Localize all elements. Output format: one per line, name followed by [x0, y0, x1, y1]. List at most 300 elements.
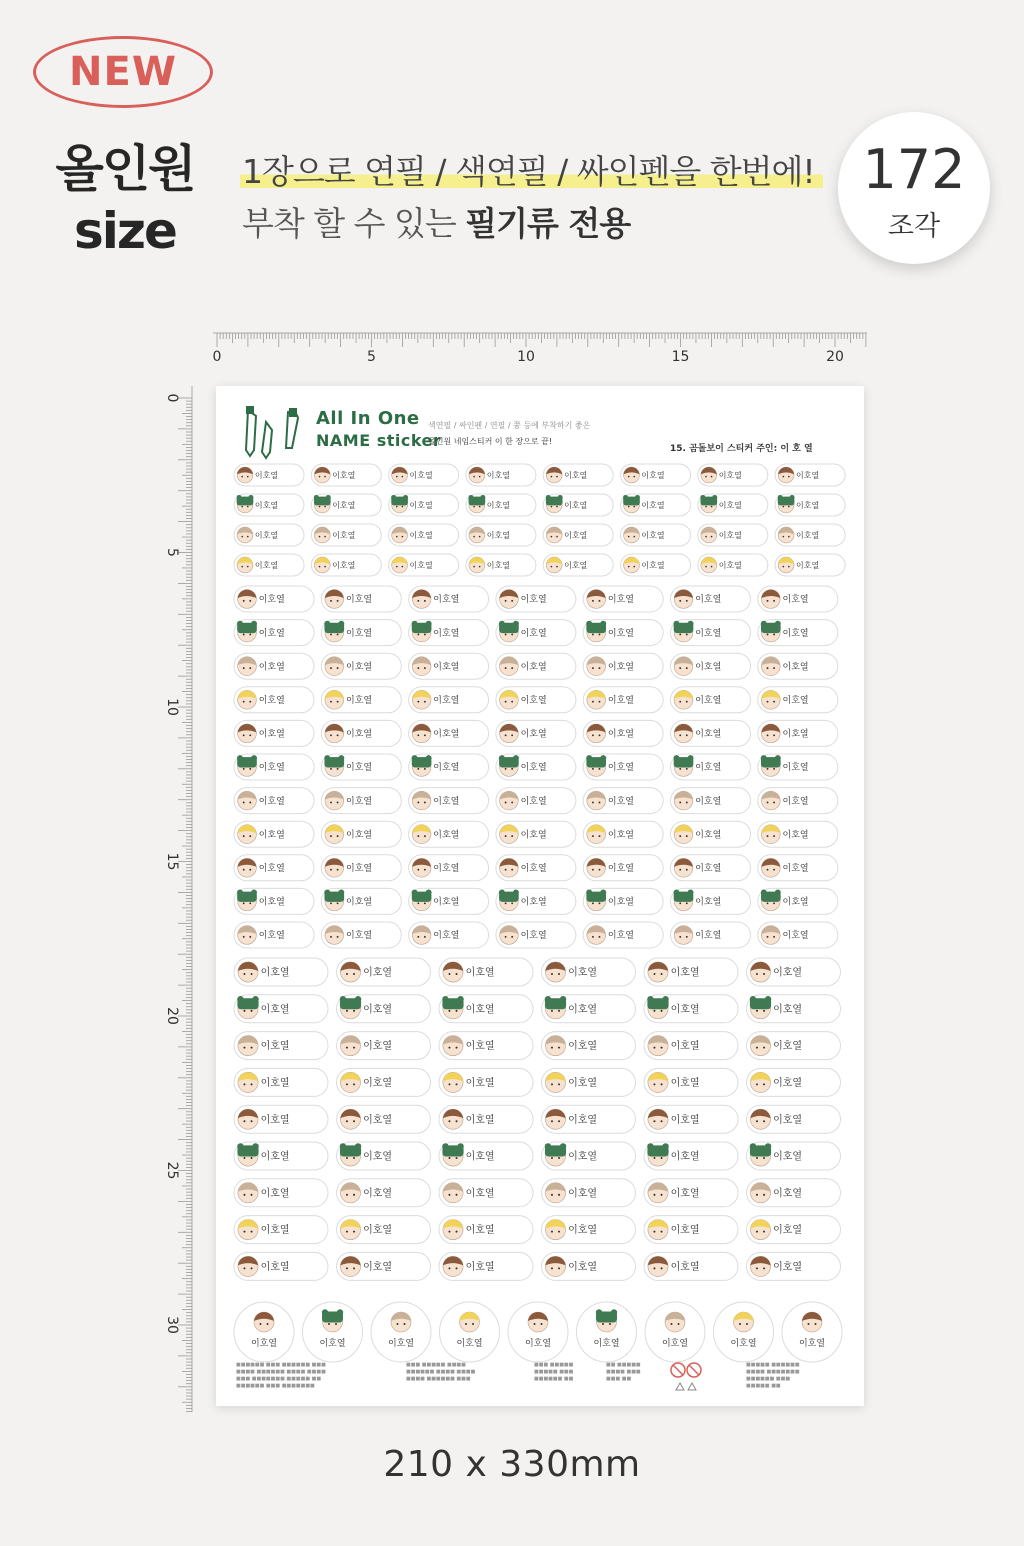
name-sticker	[671, 620, 751, 646]
name-sticker	[337, 1142, 431, 1170]
sheet-tagline2: 올인원 네임스티커 이 한 장으로 끝!	[428, 437, 553, 446]
sticker-name-text: 이호열	[782, 931, 809, 942]
name-sticker	[671, 855, 751, 881]
name-sticker	[311, 554, 381, 576]
sticker-name-text: 이호열	[773, 1078, 803, 1089]
sticker-name-text: 이호열	[670, 1225, 700, 1237]
sticker-name-text: 이호열	[258, 864, 285, 875]
sticker-name-text: 이호열	[433, 864, 460, 875]
sticker-name-text: 이호열	[607, 696, 634, 707]
name-sticker	[496, 754, 576, 780]
sticker-name-text: 이호열	[346, 628, 373, 639]
name-sticker	[621, 494, 691, 516]
sticker-name-text: 이호열	[695, 796, 722, 807]
sticker-name-text: 이호열	[346, 696, 373, 707]
name-sticker	[543, 464, 613, 486]
sticker-name-text: 이호열	[346, 931, 373, 942]
sticker-name-text: 이호열	[773, 1151, 803, 1163]
sticker-name-text: 이호열	[695, 628, 722, 639]
name-sticker	[337, 1179, 431, 1207]
name-sticker	[644, 1142, 738, 1170]
sticker-name-text: 이호열	[568, 1151, 598, 1163]
name-sticker	[542, 1142, 636, 1170]
sticker-name-text: 이호열	[524, 1339, 552, 1349]
name-sticker	[321, 586, 401, 612]
sticker-name-text: 이호열	[670, 1078, 700, 1089]
sticker-name-text: 이호열	[260, 1114, 290, 1126]
sticker-name-text: 이호열	[346, 595, 373, 606]
sticker-name-text: 이호열	[433, 931, 460, 942]
sticker-name-text: 이호열	[607, 897, 634, 908]
round-name-sticker	[440, 1302, 500, 1362]
new-badge: NEW	[33, 36, 213, 108]
sticker-name-text: 이호열	[641, 530, 665, 540]
sticker-name-text: 이호열	[332, 470, 356, 480]
brand-line1: All In One	[316, 408, 420, 429]
ruler-left-label: 0	[164, 393, 180, 403]
name-sticker	[747, 1105, 841, 1133]
name-sticker	[311, 524, 381, 546]
name-sticker	[671, 821, 751, 847]
sheet-tagline1: 색연필 / 싸인펜 / 연필 / 쭝 등에 부착하기 좋은	[428, 421, 591, 430]
sticker-name-text: 이호열	[782, 763, 809, 774]
sticker-name-text: 이호열	[346, 729, 373, 740]
name-sticker	[321, 687, 401, 713]
sticker-name-text: 이호열	[607, 595, 634, 606]
sticker-name-text: 이호열	[564, 470, 588, 480]
name-sticker	[583, 922, 663, 948]
sticker-name-text: 이호열	[520, 595, 547, 606]
name-sticker	[775, 494, 845, 516]
sticker-name-text: 이호열	[433, 628, 460, 639]
sticker-name-text: 이호열	[346, 763, 373, 774]
name-sticker	[542, 1032, 636, 1060]
name-sticker	[389, 524, 459, 546]
sticker-name-text: 이호열	[258, 628, 285, 639]
name-sticker	[409, 922, 489, 948]
name-sticker	[439, 1032, 533, 1060]
sticker-name-text: 이호열	[258, 830, 285, 841]
sheet-owner-line: 15. 곰돌보이 스티커 주인: 이 호 열	[670, 444, 813, 454]
sticker-name-text: 이호열	[695, 830, 722, 841]
sticker-name-text: 이호열	[695, 729, 722, 740]
sticker-name-text: 이호열	[258, 662, 285, 673]
size-title	[50, 138, 200, 262]
sticker-name-text: 이호열	[260, 1225, 290, 1237]
sticker-name-text: 이호열	[319, 1339, 346, 1349]
name-sticker	[542, 995, 636, 1023]
name-sticker	[234, 958, 328, 986]
sticker-name-text: 이호열	[593, 1339, 620, 1349]
sheet-dimensions: 210 x 330mm	[383, 1444, 641, 1485]
sticker-name-text: 이호열	[730, 1339, 757, 1349]
name-sticker	[758, 620, 838, 646]
headline	[240, 146, 823, 193]
sticker-name-text: 이호열	[254, 560, 279, 570]
sticker-name-text: 이호열	[465, 1225, 495, 1237]
sticker-name-text: 이호열	[564, 500, 588, 510]
sticker-name-text: 이호열	[260, 1004, 290, 1016]
sticker-name-text: 이호열	[773, 1225, 803, 1237]
sticker-name-text: 이호열	[670, 1004, 700, 1016]
size-title-line2: size	[74, 202, 176, 260]
name-sticker	[671, 922, 751, 948]
sticker-name-text: 이호열	[433, 662, 460, 673]
name-sticker	[671, 586, 751, 612]
name-sticker	[439, 1068, 533, 1096]
sticker-name-text: 이호열	[718, 560, 742, 570]
name-sticker	[234, 620, 314, 646]
piece-count-unit: 조각	[887, 211, 941, 242]
sticker-name-text: 이호열	[258, 595, 285, 606]
name-sticker	[321, 653, 401, 679]
name-sticker	[496, 586, 576, 612]
sticker-name-text: 이호열	[773, 1004, 803, 1016]
sticker-name-text: 이호열	[260, 1188, 290, 1200]
sticker-name-text: 이호열	[409, 530, 433, 540]
sticker-name-text: 이호열	[607, 729, 634, 740]
name-sticker	[747, 1216, 841, 1244]
sticker-name-text: 이호열	[670, 1151, 700, 1163]
sticker-name-text: 이호열	[798, 1339, 826, 1349]
name-sticker	[321, 888, 401, 914]
name-sticker	[439, 995, 533, 1023]
name-sticker	[234, 720, 314, 746]
name-sticker	[234, 1068, 328, 1096]
sticker-name-text: 이호열	[363, 1041, 393, 1053]
sticker-name-text: 이호열	[465, 1188, 495, 1200]
sticker-name-text: 이호열	[346, 830, 373, 841]
sticker-name-text: 이호열	[520, 931, 547, 942]
sticker-name-text: 이호열	[520, 628, 547, 639]
name-sticker	[409, 620, 489, 646]
name-sticker	[234, 1252, 328, 1280]
name-sticker	[409, 855, 489, 881]
sticker-name-text: 이호열	[254, 500, 279, 510]
name-sticker	[698, 494, 768, 516]
sticker-name-text: 이호열	[695, 931, 722, 942]
name-sticker	[747, 1068, 841, 1096]
sticker-name-text: 이호열	[433, 796, 460, 807]
name-sticker	[747, 1142, 841, 1170]
sticker-name-text: 이호열	[465, 1114, 495, 1126]
name-sticker	[234, 754, 314, 780]
sticker-name-text: 이호열	[465, 1004, 495, 1016]
sticker-name-text: 이호열	[409, 560, 433, 570]
left-ruler	[150, 386, 198, 1414]
name-sticker	[671, 754, 751, 780]
name-sticker	[542, 1216, 636, 1244]
name-sticker	[234, 995, 328, 1023]
name-sticker	[698, 464, 768, 486]
sticker-name-text: 이호열	[250, 1339, 278, 1349]
name-sticker	[542, 1068, 636, 1096]
sticker-name-text: 이호열	[695, 763, 722, 774]
sticker-name-text: 이호열	[607, 830, 634, 841]
sticker-name-text: 이호열	[363, 1114, 393, 1126]
sticker-name-text: 이호열	[796, 470, 820, 480]
subline	[242, 198, 630, 245]
sticker-name-text: 이호열	[782, 830, 809, 841]
sticker-name-text: 이호열	[332, 500, 356, 510]
sheet-fineprint-1: ■■■■■■ ■■■ ■■■■■■ ■■■ ■■■■ ■■■■■■ ■■■■ ■■■■ ■■■ ■■■■■■■ ■■■■■ ■■ ■■■■■■ ■■■ ■■■■■■■	[236, 1362, 326, 1389]
name-sticker	[337, 995, 431, 1023]
sticker-name-text: 이호열	[433, 830, 460, 841]
sticker-name-text: 이호열	[346, 662, 373, 673]
name-sticker	[466, 554, 536, 576]
ruler-top-label: 0	[213, 349, 222, 365]
sticker-name-text: 이호열	[607, 864, 634, 875]
sticker-name-text: 이호열	[773, 1041, 803, 1053]
sticker-name-text: 이호열	[607, 763, 634, 774]
name-sticker	[234, 554, 304, 576]
sticker-name-text: 이호열	[258, 763, 285, 774]
name-sticker	[234, 494, 304, 516]
name-sticker	[621, 554, 691, 576]
name-sticker	[234, 855, 314, 881]
name-sticker	[234, 788, 314, 814]
sheet-fineprint-2: ■■■ ■■■■■ ■■■■ ■■■■■■ ■■■■ ■■■■ ■■■■ ■■■■■■ ■■■	[406, 1362, 476, 1382]
sticker-name-text: 이호열	[782, 796, 809, 807]
name-sticker	[466, 494, 536, 516]
name-sticker	[321, 855, 401, 881]
sticker-name-text: 이호열	[782, 662, 809, 673]
sticker-name-text: 이호열	[695, 595, 722, 606]
sticker-name-text: 이호열	[782, 729, 809, 740]
sticker-name-text: 이호열	[782, 696, 809, 707]
name-sticker	[439, 1105, 533, 1133]
sticker-name-text: 이호열	[363, 1078, 393, 1089]
ruler-left-label: 20	[164, 1007, 180, 1025]
sticker-name-text: 이호열	[695, 662, 722, 673]
sticker-name-text: 이호열	[520, 662, 547, 673]
name-sticker	[439, 1142, 533, 1170]
sticker-name-text: 이호열	[695, 897, 722, 908]
sticker-name-text: 이호열	[695, 864, 722, 875]
round-name-sticker	[303, 1302, 363, 1362]
name-sticker	[439, 1252, 533, 1280]
sticker-name-text: 이호열	[796, 530, 820, 540]
name-sticker	[321, 620, 401, 646]
name-sticker	[543, 554, 613, 576]
name-sticker	[409, 720, 489, 746]
sticker-name-text: 이호열	[568, 1041, 598, 1053]
sticker-name-text: 이호열	[486, 470, 510, 480]
sticker-name-text: 이호열	[363, 1262, 393, 1273]
name-sticker	[758, 855, 838, 881]
sticker-name-text: 이호열	[520, 897, 547, 908]
name-sticker	[775, 554, 845, 576]
sticker-name-text: 이호열	[670, 1262, 700, 1273]
name-sticker	[234, 922, 314, 948]
sticker-name-text: 이호열	[258, 931, 285, 942]
name-sticker	[321, 821, 401, 847]
name-sticker	[466, 524, 536, 546]
name-sticker	[321, 922, 401, 948]
ruler-left-label: 25	[164, 1161, 180, 1180]
name-sticker	[671, 788, 751, 814]
name-sticker	[234, 1216, 328, 1244]
name-sticker	[542, 958, 636, 986]
sticker-name-text: 이호열	[773, 1114, 803, 1126]
name-sticker	[583, 687, 663, 713]
name-sticker	[671, 888, 751, 914]
ruler-left-label: 15	[164, 852, 180, 871]
sticker-name-text: 이호열	[695, 696, 722, 707]
sticker-name-text: 이호열	[773, 967, 803, 979]
ruler-top-label: 15	[671, 349, 690, 365]
name-sticker	[758, 653, 838, 679]
sticker-name-text: 이호열	[260, 1262, 290, 1273]
sticker-name-text: 이호열	[520, 763, 547, 774]
sticker-name-text: 이호열	[456, 1339, 483, 1349]
sticker-name-text: 이호열	[607, 931, 634, 942]
name-sticker	[747, 1252, 841, 1280]
sticker-name-text: 이호열	[332, 530, 356, 540]
sticker-name-text: 이호열	[564, 560, 588, 570]
name-sticker	[747, 1032, 841, 1060]
name-sticker	[698, 524, 768, 546]
sticker-name-text: 이호열	[465, 1041, 495, 1053]
sticker-name-text: 이호열	[254, 530, 279, 540]
sticker-name-text: 이호열	[782, 897, 809, 908]
round-name-sticker	[782, 1302, 842, 1362]
sheet-fineprint-4: ■■ ■■■■■ ■■■■ ■■■ ■■■ ■■	[606, 1362, 641, 1382]
name-sticker	[644, 1032, 738, 1060]
sticker-name-text: 이호열	[486, 530, 510, 540]
name-sticker	[337, 1216, 431, 1244]
name-sticker	[234, 586, 314, 612]
name-sticker	[543, 494, 613, 516]
name-sticker	[311, 464, 381, 486]
name-sticker	[583, 586, 663, 612]
sticker-name-text: 이호열	[641, 470, 665, 480]
sticker-name-text: 이호열	[409, 470, 433, 480]
name-sticker	[321, 788, 401, 814]
name-sticker	[234, 1142, 328, 1170]
name-sticker	[542, 1179, 636, 1207]
name-sticker	[389, 554, 459, 576]
round-name-sticker	[577, 1302, 637, 1362]
sticker-name-text: 이호열	[607, 662, 634, 673]
name-sticker	[758, 754, 838, 780]
sticker-name-text: 이호열	[718, 500, 742, 510]
sticker-name-text: 이호열	[465, 1151, 495, 1163]
sticker-name-text: 이호열	[670, 1188, 700, 1200]
sticker-grid	[216, 386, 864, 1406]
name-sticker	[644, 995, 738, 1023]
ruler-top-label: 5	[367, 349, 376, 365]
sticker-name-text: 이호열	[520, 729, 547, 740]
round-name-sticker	[508, 1302, 568, 1362]
name-sticker	[234, 821, 314, 847]
sticker-name-text: 이호열	[433, 729, 460, 740]
name-sticker	[389, 494, 459, 516]
name-sticker	[747, 1179, 841, 1207]
round-name-sticker	[234, 1302, 294, 1362]
sticker-name-text: 이호열	[796, 560, 820, 570]
sticker-name-text: 이호열	[254, 470, 279, 480]
name-sticker	[409, 586, 489, 612]
name-sticker	[409, 687, 489, 713]
name-sticker	[758, 788, 838, 814]
sticker-name-text: 이호열	[258, 897, 285, 908]
name-sticker	[758, 720, 838, 746]
name-sticker	[337, 1105, 431, 1133]
name-sticker	[583, 754, 663, 780]
headline-highlight: 1장으로 연필 / 색연필 / 싸인펜을 한번에!	[240, 152, 823, 191]
name-sticker	[671, 653, 751, 679]
name-sticker	[758, 821, 838, 847]
round-name-sticker	[714, 1302, 774, 1362]
sticker-name-text: 이호열	[661, 1339, 689, 1349]
name-sticker	[496, 888, 576, 914]
sticker-name-text: 이호열	[387, 1339, 415, 1349]
sticker-name-text: 이호열	[568, 1225, 598, 1237]
name-sticker	[496, 687, 576, 713]
sticker-name-text: 이호열	[465, 1262, 495, 1273]
sticker-name-text: 이호열	[363, 1225, 393, 1237]
name-sticker	[775, 524, 845, 546]
name-sticker	[234, 888, 314, 914]
ruler-left-label: 10	[164, 698, 180, 716]
size-title-line1: 올인원	[55, 140, 195, 198]
round-name-sticker	[645, 1302, 705, 1362]
name-sticker	[621, 524, 691, 546]
name-sticker	[496, 788, 576, 814]
name-sticker	[758, 922, 838, 948]
round-name-sticker	[371, 1302, 431, 1362]
name-sticker	[583, 620, 663, 646]
name-sticker	[644, 1179, 738, 1207]
sticker-name-text: 이호열	[260, 967, 290, 979]
name-sticker	[234, 653, 314, 679]
sticker-name-text: 이호열	[260, 1041, 290, 1053]
sticker-name-text: 이호열	[465, 1078, 495, 1089]
piece-count-number: 172	[862, 138, 966, 201]
name-sticker	[409, 821, 489, 847]
sticker-name-text: 이호열	[782, 628, 809, 639]
sticker-name-text: 이호열	[782, 595, 809, 606]
sticker-name-text: 이호열	[486, 560, 510, 570]
sticker-sheet	[216, 386, 864, 1406]
sticker-name-text: 이호열	[718, 470, 742, 480]
piece-count-badge	[838, 112, 990, 264]
sticker-name-text: 이호열	[433, 595, 460, 606]
name-sticker	[644, 1105, 738, 1133]
name-sticker	[583, 888, 663, 914]
ruler-left-label: 30	[164, 1316, 180, 1334]
name-sticker	[583, 788, 663, 814]
sticker-name-text: 이호열	[568, 1188, 598, 1200]
sheet-fineprint-5: ■■■■■ ■■■■■■ ■■■■ ■■■■■■■ ■■■■■■ ■■■ ■■■■■ ■■	[746, 1362, 800, 1389]
sticker-name-text: 이호열	[258, 729, 285, 740]
name-sticker	[409, 653, 489, 679]
name-sticker	[439, 1179, 533, 1207]
sticker-name-text: 이호열	[641, 500, 665, 510]
name-sticker	[583, 720, 663, 746]
name-sticker	[439, 958, 533, 986]
sticker-name-text: 이호열	[258, 796, 285, 807]
sticker-name-text: 이호열	[796, 500, 820, 510]
ruler-top-label: 10	[517, 349, 535, 365]
sticker-name-text: 이호열	[363, 1004, 393, 1016]
sticker-name-text: 이호열	[568, 967, 598, 979]
sticker-name-text: 이호열	[409, 500, 433, 510]
name-sticker	[621, 464, 691, 486]
sticker-name-text: 이호열	[564, 530, 588, 540]
name-sticker	[321, 754, 401, 780]
